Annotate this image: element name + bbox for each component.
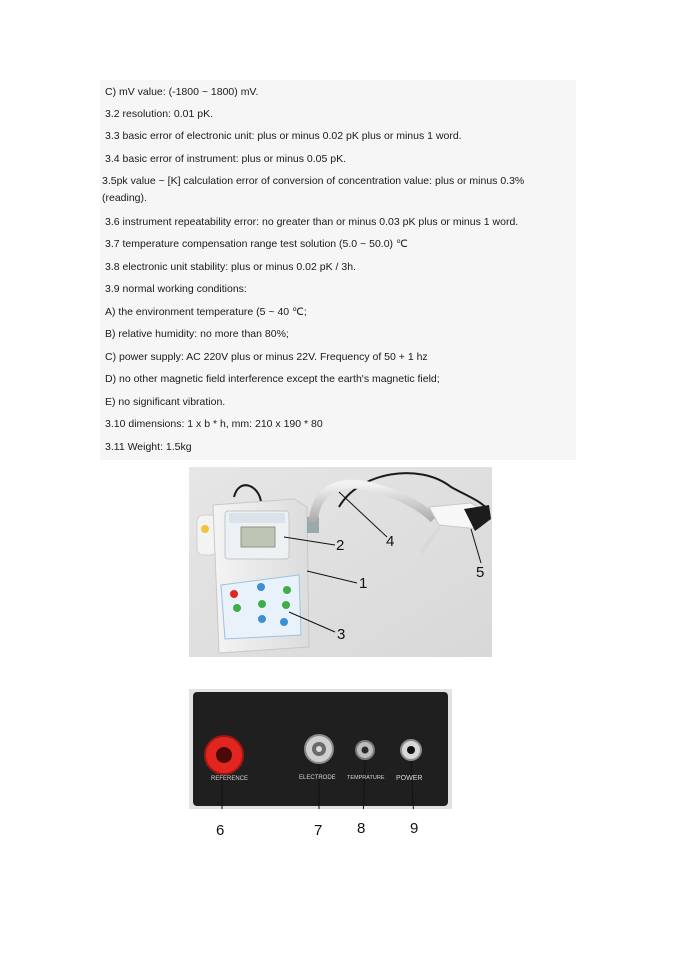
spec-condition-humidity: B) relative humidity: no more than 80%;	[105, 328, 289, 340]
callout-1: 1	[359, 575, 368, 592]
spec-electronic-error: 3.3 basic error of electronic unit: plus or minus 0.02 pK plus or minus 1 word.	[105, 130, 462, 142]
spec-condition-magnetic: D) no other magnetic field interference except the earth's magnetic field;	[105, 373, 440, 385]
reference-port-label: REFERENCE	[211, 776, 249, 782]
spec-stability: 3.8 electronic unit stability: plus or minus 0.02 pK / 3h.	[105, 261, 356, 273]
callout-7: 7	[314, 822, 323, 839]
spec-instrument-error: 3.4 basic error of instrument: plus or minus 0.05 pK.	[105, 153, 347, 165]
spec-mv-value: C) mV value: (-1800 ~ 1800) mV.	[105, 86, 259, 98]
spec-resolution: 3.2 resolution: 0.01 pK.	[105, 108, 213, 120]
callout-8: 8	[357, 820, 366, 837]
callout-5: 5	[476, 564, 485, 581]
instrument-front-photo	[189, 467, 492, 657]
callout-9: 9	[410, 820, 419, 837]
callout-2: 2	[336, 537, 345, 554]
callout-3: 3	[337, 626, 346, 643]
spec-condition-vibration: E) no significant vibration.	[105, 396, 226, 408]
power-port-label: POWER	[396, 775, 423, 782]
spec-conversion-error: 3.5pk value ~ [K] calculation error of conversion of concentration value: plus or minus 0.3% (reading).	[102, 175, 525, 204]
spec-repeatability: 3.6 instrument repeatability error: no greater than or minus 0.03 pK plus or minus 1 word.	[105, 216, 519, 228]
spec-weight: 3.11 Weight: 1.5kg	[105, 441, 192, 453]
specifications-block	[100, 80, 576, 460]
rear-panel-illustration	[189, 689, 452, 809]
spec-condition-temperature: A) the environment temperature (5 ~ 40 ℃;	[105, 306, 307, 318]
rear-panel-photo	[189, 689, 452, 809]
spec-dimensions: 3.10 dimensions: 1 x b * h, mm: 210 x 190 * 80	[105, 418, 323, 430]
spec-temperature-compensation: 3.7 temperature compensation range test solution (5.0 ~ 50.0) ℃	[105, 238, 408, 250]
spec-working-conditions: 3.9 normal working conditions:	[105, 283, 247, 295]
spec-condition-power: C) power supply: AC 220V plus or minus 22V. Frequency of 50 + 1 hz	[105, 351, 428, 363]
electrode-port-label: ELECTRODE	[299, 775, 336, 781]
callout-6: 6	[216, 822, 225, 839]
temperature-port-label: TEMPRATURE	[347, 775, 385, 781]
callout-4: 4	[386, 533, 395, 550]
